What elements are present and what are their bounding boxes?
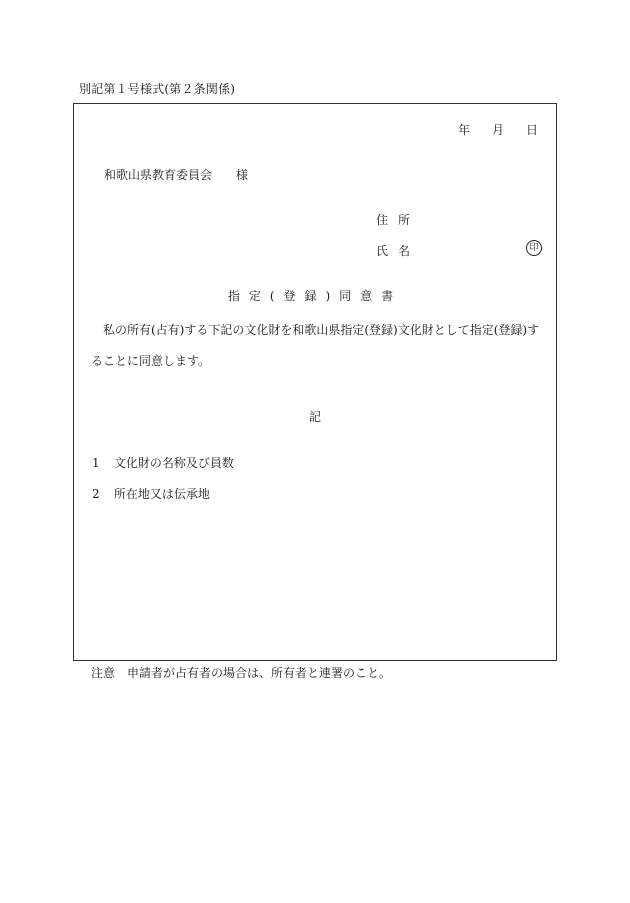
ki-heading: 記: [308, 410, 321, 424]
consent-body-text: 私の所有(占有)する下記の文化財を和歌山県指定(登録)文化財として指定(登録)することに同意します。: [91, 323, 540, 368]
year-label: 年: [457, 123, 470, 137]
note-text: 申請者が占有者の場合は、所有者と連署のこと。: [127, 666, 392, 680]
day-label: 日: [525, 123, 538, 137]
list-item: [92, 454, 234, 471]
note: [91, 664, 391, 681]
date-line: [458, 121, 538, 138]
item-text: 文化財の名称及び員数: [113, 456, 234, 470]
seal-mark: 印: [526, 240, 542, 256]
addressee-honorific: 様: [236, 168, 249, 182]
document-title: 指定(登録)同意書: [227, 289, 403, 303]
note-label: 注意: [91, 666, 116, 680]
month-label: 月: [491, 123, 504, 137]
item-text: 所在地又は伝承地: [113, 487, 210, 501]
list-item: [92, 485, 210, 502]
addressee: [104, 166, 248, 183]
addressee-name: 和歌山県教育委員会: [104, 168, 213, 182]
form-number: 別記第１号様式(第２条関係): [79, 82, 236, 96]
form-frame: [73, 103, 557, 661]
item-number: 2: [92, 487, 100, 501]
item-number: 1: [92, 456, 100, 470]
name-label: 氏名: [376, 244, 421, 258]
address-label: 住所: [376, 213, 421, 227]
